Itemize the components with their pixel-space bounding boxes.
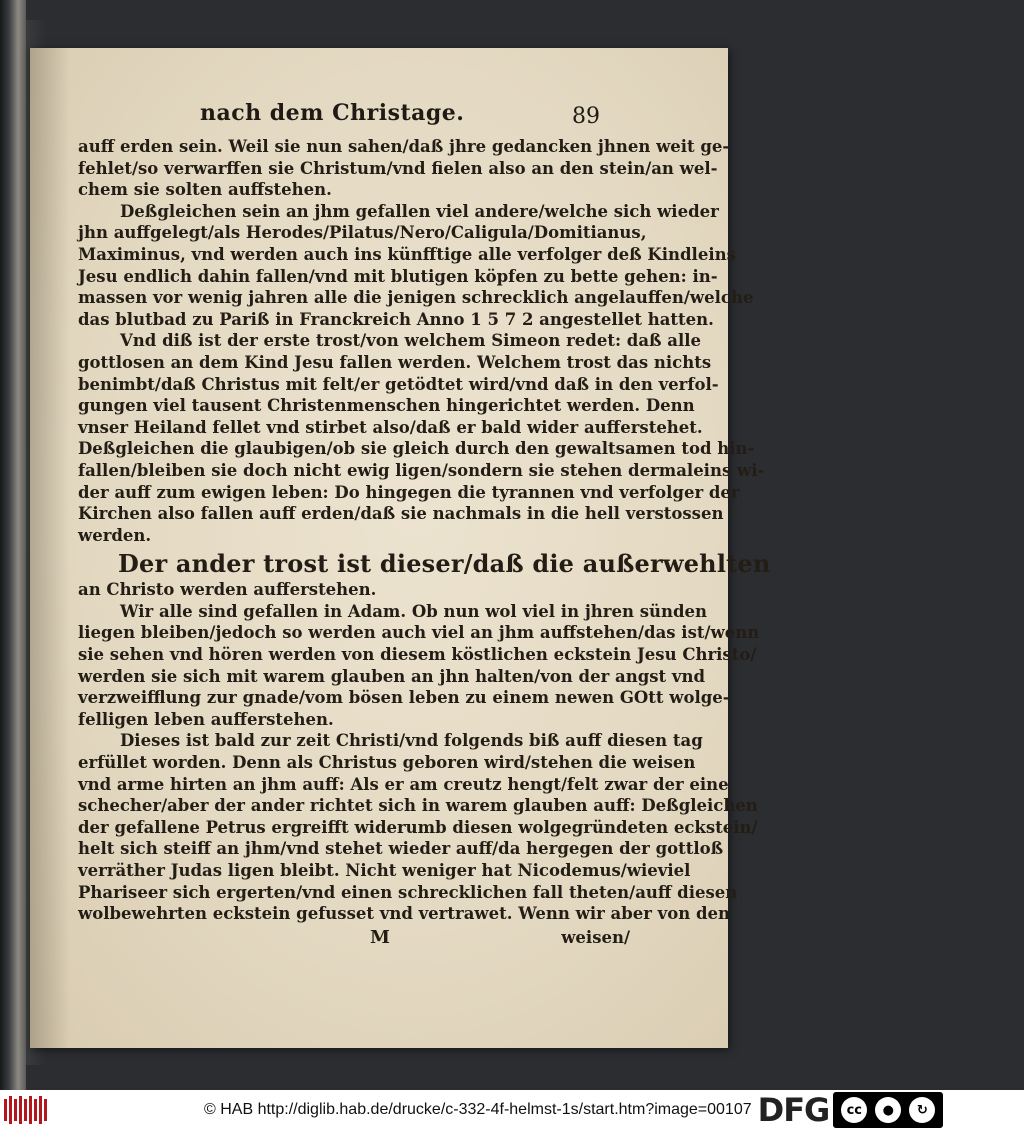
hab-logo-icon[interactable]	[4, 1095, 48, 1125]
text-line: Dieses ist bald zur zeit Christi/vnd folgends biß auff diesen tag	[120, 731, 703, 751]
text-line: Maximinus, vnd werden auch ins künfftige alle verfolger deß Kindleins	[78, 244, 736, 264]
book-page	[30, 48, 771, 1048]
source-credit-link[interactable]: © HAB http://diglib.hab.de/drucke/c-332-4f-helmst-1s/start.htm?image=00107	[204, 1101, 752, 1118]
text-line: auff erden sein. Weil sie nun sahen/daß jhre gedancken jhnen weit ge-	[78, 137, 730, 156]
text-line: fallen/bleiben sie doch nicht ewig ligen/sondern sie stehen dermaleins wi-	[78, 460, 765, 480]
text-line: Vnd diß ist der erste trost/von welchem Simeon redet: daß alle	[120, 331, 702, 351]
text-line: Jesu endlich dahin fallen/vnd mit blutigen köpfen zu bette gehen: in-	[78, 266, 718, 286]
running-head: nach dem Christage.	[200, 100, 465, 126]
text-line: das blutbad zu Pariß in Franckreich Anno 1 5 7 2 angestellet hatten.	[78, 309, 714, 329]
section-heading: Der ander trost ist dieser/daß die außerwehlten	[118, 549, 771, 579]
text-line: liegen bleiben/jedoch so werden auch viel an jhm auffstehen/das ist/wenn	[78, 623, 760, 643]
text-line: benimbt/daß Christus mit felt/er getödtet wird/vnd daß in den verfol-	[78, 374, 719, 394]
by-attribution-icon: ●	[875, 1097, 901, 1123]
text-line: der gefallene Petrus ergreifft widerumb diesen wolgegründeten eckstein/	[78, 817, 758, 837]
text-line: gottlosen an dem Kind Jesu fallen werden. Welchem trost das nichts	[78, 352, 712, 372]
text-line: gungen viel tausent Christenmenschen hingerichtet werden. Denn	[78, 396, 695, 416]
text-line: vnd arme hirten an jhm auff: Als er am creutz hengt/felt zwar der eine	[78, 774, 729, 794]
text-line: der auff zum ewigen leben: Do hingegen die tyrannen vnd verfolger der	[78, 482, 740, 502]
text-line: helt sich steiff an jhm/vnd stehet wieder auff/da hergegen der gottloß	[78, 839, 724, 859]
text-line: felligen leben aufferstehen.	[78, 709, 334, 729]
text-line: wolbewehrten eckstein gefusset vnd vertrawet. Wenn wir aber von den	[78, 904, 731, 924]
text-line: chem sie solten auffstehen.	[78, 180, 332, 200]
text-line: vnser Heiland fellet vnd stirbet also/daß er bald wider aufferstehet.	[78, 417, 703, 437]
text-line: fehlet/so verwarffen sie Christum/vnd fielen also an den stein/an wel-	[78, 158, 718, 178]
text-lines-before-heading	[78, 136, 765, 546]
dfg-logo[interactable]: DFG	[757, 1091, 830, 1129]
text-line: Deßgleichen sein an jhm gefallen viel andere/welche sich wieder	[120, 201, 719, 221]
catchword: weisen/	[561, 927, 630, 947]
text-line: Wir alle sind gefallen in Adam. Ob nun wol viel in jhren sünden	[120, 601, 708, 621]
page-number: 89	[572, 104, 600, 129]
text-line: Kirchen also fallen auff erden/daß sie nachmals in die hell verstossen	[78, 504, 724, 524]
share-alike-icon: ↻	[909, 1097, 935, 1123]
text-line: massen vor wenig jahren alle die jenigen schrecklich angelauffen/welche	[78, 288, 754, 308]
text-line: schecher/aber der ander richtet sich in warem glauben auff: Deßgleichen	[78, 796, 758, 816]
text-line: sie sehen vnd hören werden von diesem köstlichen eckstein Jesu Christo/	[78, 645, 757, 665]
cc-icon: cc	[841, 1097, 867, 1123]
text-line: verzweifflung zur gnade/vom bösen leben zu einem newen GOtt wolge-	[78, 688, 730, 708]
text-line: an Christo werden aufferstehen.	[78, 580, 377, 600]
text-line: Phariseer sich ergerten/vnd einen schrecklichen fall theten/auff diesen	[78, 882, 738, 902]
text-line: werden.	[78, 525, 152, 545]
page-text-block	[78, 136, 771, 951]
signature-mark: M	[370, 926, 390, 948]
text-line: jhn auffgelegt/als Herodes/Pilatus/Nero/Caligula/Domitianus,	[78, 223, 647, 243]
text-line: Deßgleichen die glaubigen/ob sie gleich durch den gewaltsamen tod hin-	[78, 439, 755, 459]
text-line: verräther Judas ligen bleibt. Nicht weniger hat Nicodemus/wieviel	[78, 861, 691, 880]
page-gutter-shadow	[30, 48, 70, 1048]
footer-bar	[0, 1090, 1024, 1130]
book-spine-edge	[0, 0, 26, 1090]
cc-license-badge[interactable]	[833, 1092, 943, 1128]
text-line: erfüllet worden. Denn als Christus geboren wird/stehen die weisen	[78, 753, 696, 773]
text-lines-after-heading	[78, 579, 760, 925]
text-line: werden sie sich mit warem glauben an jhn halten/von der angst vnd	[78, 666, 706, 686]
catchword-row	[78, 927, 630, 951]
